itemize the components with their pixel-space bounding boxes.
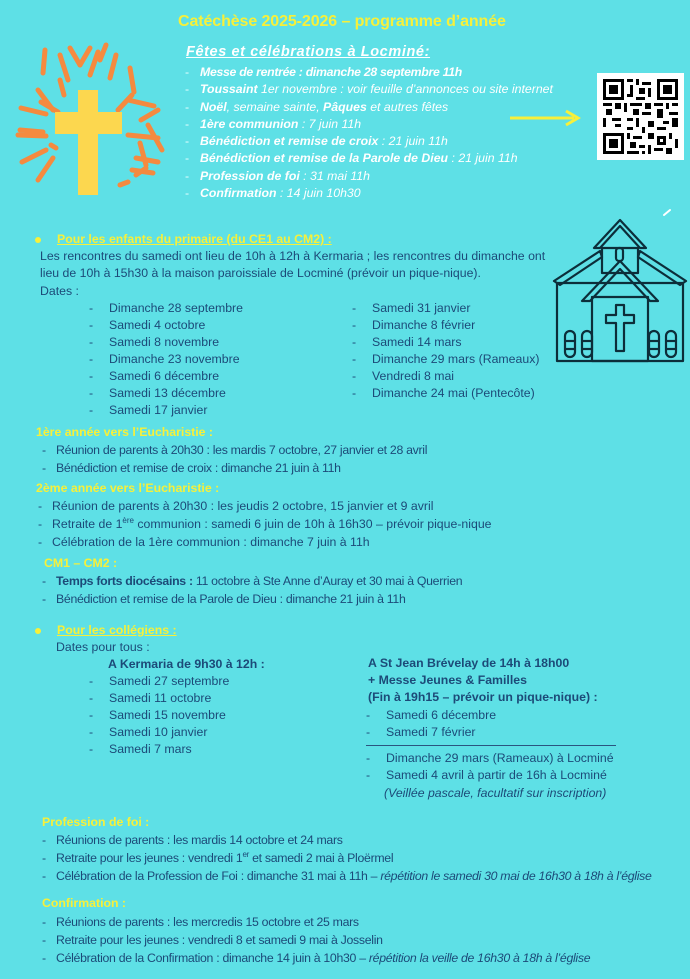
date-item: - Dimanche 29 mars (Rameaux)	[352, 351, 539, 368]
date-item: - Samedi 17 janvier	[89, 402, 243, 419]
college-dates-label: Dates pour tous :	[56, 640, 150, 654]
date-item: - Samedi 10 janvier	[89, 724, 229, 741]
euch2-item: - Retraite de 1ère communion : samedi 6 juin de 10h à 16h30 – prévoir pique-nique	[38, 515, 492, 533]
date-item: - Samedi 13 décembre	[89, 385, 243, 402]
primaire-intro: Les rencontres du samedi ont lieu de 10h à 12h à Kermaria ; les rencontres du dimanche ont lieu de 10h à 15h30 à la maison paroissiale de Locminé (prévoir un pique-nique).	[40, 249, 546, 280]
confirmation-list	[42, 913, 590, 967]
euch1-heading: 1ère année vers l’Eucharistie :	[36, 425, 214, 439]
date-item: - Samedi 11 octobre	[89, 690, 229, 707]
fetes-item: - Messe de rentrée : dimanche 28 septembre 11h	[185, 64, 585, 81]
date-item: - Samedi 27 septembre	[89, 673, 229, 690]
stjean-heading-line: + Messe Jeunes & Familles	[368, 673, 527, 687]
confirmation-item: - Célébration de la Confirmation : dimanche 14 juin à 10h30 – répétition la veille de 16h30 à 18h à l’église	[42, 949, 590, 967]
date-item: - Dimanche 28 septembre	[89, 300, 243, 317]
stjean-heading-line: (Fin à 19h15 – prévoir un pique-nique) :	[368, 690, 598, 704]
fetes-item: - Profession de foi : 31 mai 11h	[185, 168, 585, 185]
euch2-item: - Réunion de parents à 20h30 : les jeudis 2 octobre, 15 janvier et 9 avril	[38, 497, 492, 515]
primaire-dates-col2	[352, 300, 539, 402]
profession-item: - Réunions de parents : les mardis 14 octobre et 24 mars	[42, 831, 652, 849]
profession-item: - Célébration de la Profession de Foi : dimanche 31 mai à 11h – répétition le samedi 30 mai de 16h30 à 18h à l’église	[42, 867, 652, 885]
bullet-icon	[35, 237, 41, 243]
kermaria-heading: A Kermaria de 9h30 à 12h :	[108, 657, 265, 671]
veillee-note: (Veillée pascale, facultatif sur inscription)	[384, 786, 607, 800]
bullet-icon	[35, 628, 41, 634]
fetes-item: - Confirmation : 14 juin 10h30	[185, 185, 585, 202]
euch1-list	[42, 441, 427, 477]
college-heading: Pour les collégiens :	[35, 622, 177, 638]
fetes-item: - 1ère communion : 7 juin 11h	[185, 116, 585, 133]
confirmation-heading: Confirmation :	[42, 896, 127, 910]
cm-item: - Bénédiction et remise de la Parole de Dieu : dimanche 21 juin à 11h	[42, 590, 462, 608]
fetes-list	[185, 64, 585, 202]
church-icon	[552, 213, 688, 363]
date-item: - Samedi 15 novembre	[89, 707, 229, 724]
date-item: - Vendredi 8 mai	[352, 368, 539, 385]
fetes-item: - Bénédiction et remise de la Parole de Dieu : 21 juin 11h	[185, 150, 585, 167]
confirmation-item: - Retraite pour les jeunes : vendredi 8 et samedi 9 mai à Josselin	[42, 931, 590, 949]
page-title: Catéchèse 2025-2026 – programme d’année	[178, 13, 506, 30]
euch2-item: - Célébration de la 1ère communion : dimanche 7 juin à 11h	[38, 533, 492, 551]
date-item: - Samedi 7 mars	[89, 741, 229, 758]
date-item: - Samedi 6 décembre	[89, 368, 243, 385]
fetes-item: - Noël, semaine sainte, Pâques et autres fêtes	[185, 99, 585, 116]
stjean-dates	[366, 707, 496, 741]
profession-list	[42, 831, 652, 885]
euch2-list	[38, 497, 492, 551]
primaire-heading: Pour les enfants du primaire (du CE1 au CM2) :	[35, 231, 332, 247]
kermaria-dates	[89, 673, 229, 758]
date-item: - Dimanche 29 mars (Rameaux) à Locminé	[366, 750, 614, 767]
date-item: - Dimanche 8 février	[352, 317, 539, 334]
profession-item: - Retraite pour les jeunes : vendredi 1er et samedi 2 mai à Ploërmel	[42, 849, 652, 867]
euch2-heading: 2ème année vers l’Eucharistie :	[36, 481, 220, 495]
date-item: - Samedi 8 novembre	[89, 334, 243, 351]
euch1-item: - Bénédiction et remise de croix : dimanche 21 juin à 11h	[42, 459, 427, 477]
qr-code-icon[interactable]	[597, 73, 684, 160]
date-item: - Samedi 14 mars	[352, 334, 539, 351]
cm-item: - Temps forts diocésains : 11 octobre à Ste Anne d’Auray et 30 mai à Querrien	[42, 572, 462, 590]
date-item: - Dimanche 24 mai (Pentecôte)	[352, 385, 539, 402]
divider	[366, 745, 616, 746]
stjean-heading-line: A St Jean Brévelay de 14h à 18h00	[368, 656, 570, 670]
date-item: - Samedi 31 janvier	[352, 300, 539, 317]
locmine-dates	[366, 750, 614, 784]
date-item: - Samedi 4 avril à partir de 16h à Locminé	[366, 767, 614, 784]
primaire-dates-col1	[89, 300, 243, 419]
arrow-right-icon	[510, 108, 582, 128]
cm-list	[42, 572, 462, 608]
primaire-dates-label: Dates :	[40, 284, 79, 298]
fetes-item: - Toussaint 1er novembre : voir feuille d’annonces ou site internet	[185, 81, 585, 98]
euch1-item: - Réunion de parents à 20h30 : les mardis 7 octobre, 27 janvier et 28 avril	[42, 441, 427, 459]
date-item: - Samedi 6 décembre	[366, 707, 496, 724]
cm-heading: CM1 – CM2 :	[44, 556, 118, 570]
date-item: - Dimanche 23 novembre	[89, 351, 243, 368]
cross-with-rays-icon	[8, 40, 183, 215]
date-item: - Samedi 7 février	[366, 724, 496, 741]
confirmation-item: - Réunions de parents : les mercredis 15 octobre et 25 mars	[42, 913, 590, 931]
fetes-item: - Bénédiction et remise de croix : 21 juin 11h	[185, 133, 585, 150]
fetes-heading: Fêtes et célébrations à Locminé:	[186, 44, 431, 60]
profession-heading: Profession de foi :	[42, 815, 150, 829]
stjean-heading	[368, 655, 598, 706]
date-item: - Samedi 4 octobre	[89, 317, 243, 334]
